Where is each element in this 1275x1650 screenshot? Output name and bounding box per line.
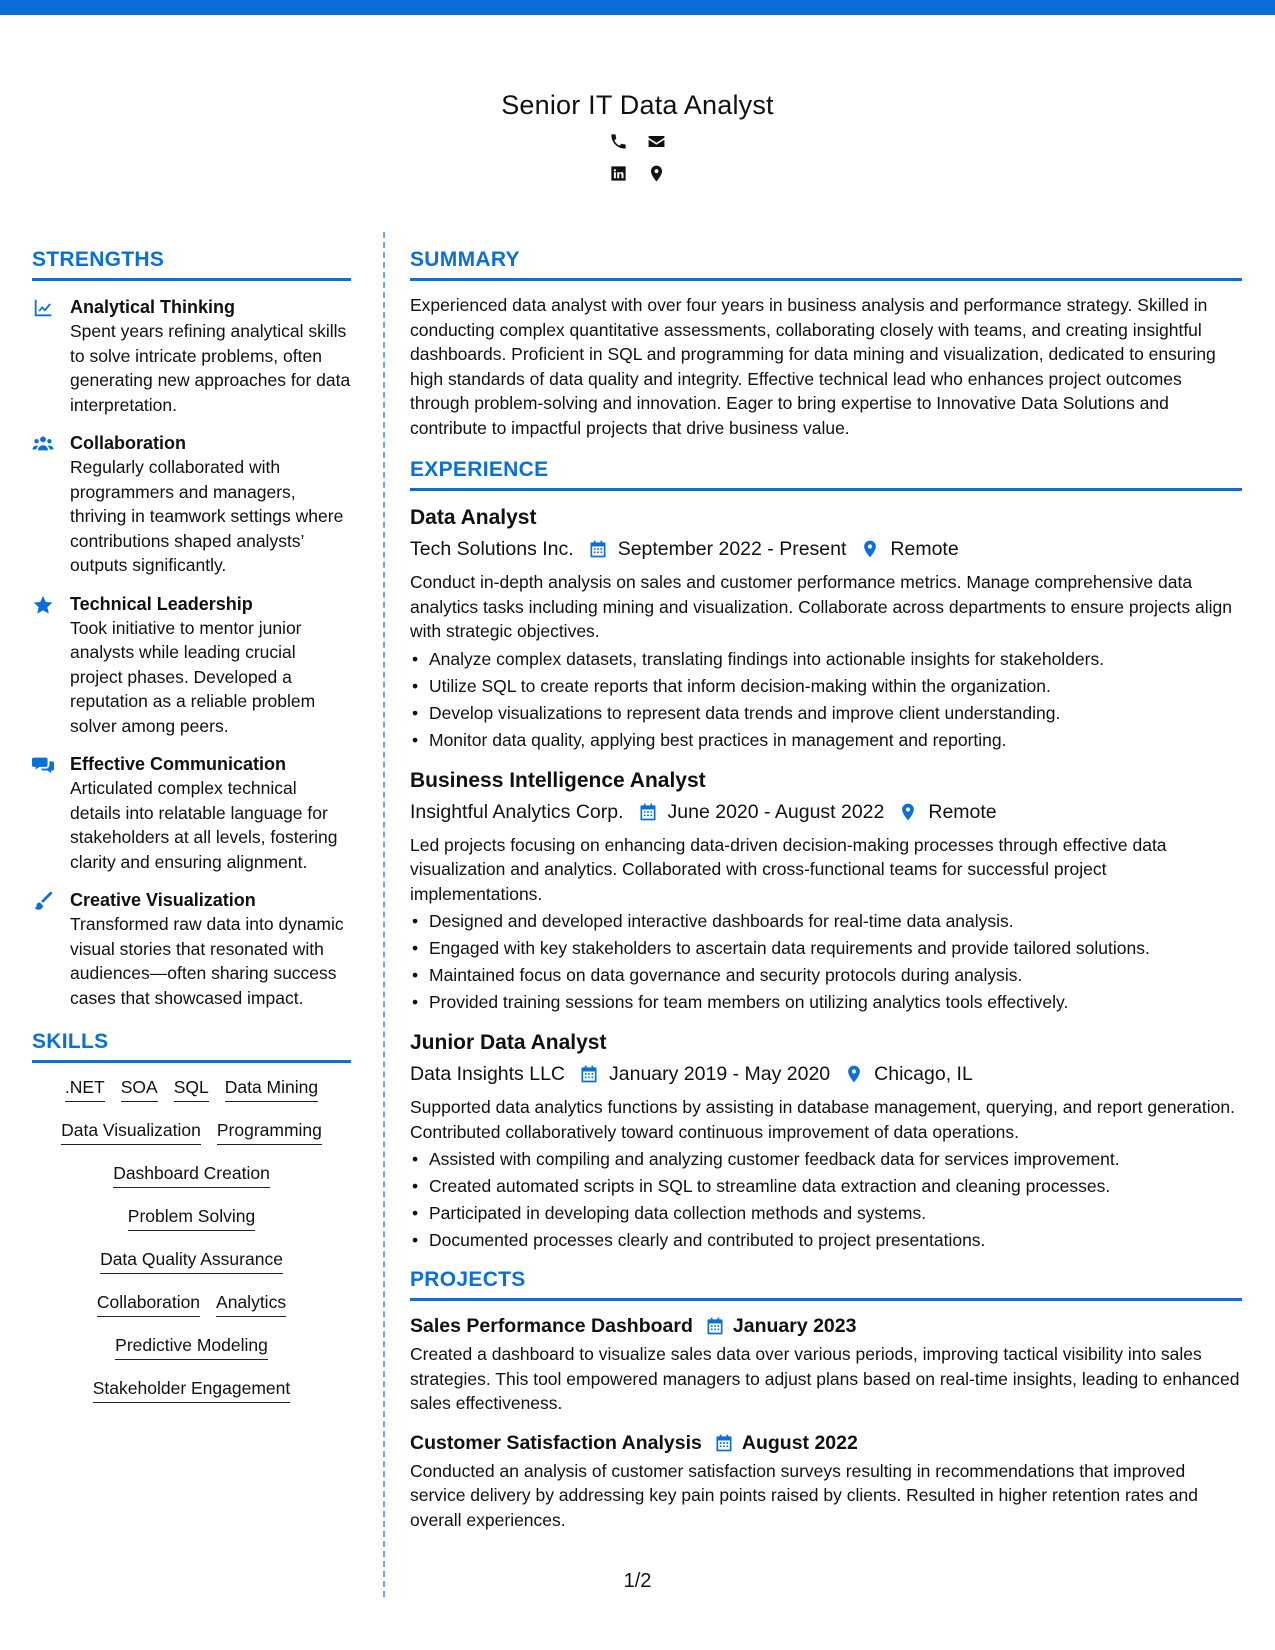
linkedin-icon[interactable]	[609, 163, 629, 183]
list-item: • Develop visualizations to represent data trends and improve client understanding.	[410, 700, 1242, 727]
calendar-icon	[588, 539, 608, 559]
skill-row	[32, 1163, 351, 1188]
column-divider	[383, 232, 385, 1597]
strength-desc: Articulated complex technical details into relatable language for stakeholders at all levels, fostering clarity and ensuring alignment.	[70, 778, 338, 872]
skill-tag: Dashboard Creation	[113, 1163, 270, 1188]
list-item: • Provided training sessions for team members on utilizing analytics tools effectively.	[410, 989, 1242, 1016]
skill-tag: Data Mining	[225, 1077, 318, 1102]
skill-row	[32, 1335, 351, 1360]
strength-item	[32, 592, 352, 739]
chat-bubbles-icon	[32, 752, 70, 874]
map-pin-icon	[898, 802, 918, 822]
experience-heading: EXPERIENCE	[410, 458, 1242, 491]
job-description: Supported data analytics functions by assisting in database management, querying, and report generation. Contributed collaboratively toward continuous improvement of data operations.	[410, 1097, 1235, 1142]
summary-heading: SUMMARY	[410, 248, 1242, 281]
skill-tag: Analytics	[216, 1292, 286, 1317]
skills-list	[32, 1077, 351, 1403]
skill-tag: .NET	[65, 1077, 105, 1102]
job-company: Insightful Analytics Corp.	[410, 800, 624, 823]
project-description: Conducted an analysis of customer satisfaction surveys resulting in recommendations that improved service delivery by addressing key pain points raised by clients. Resulted in higher retention rates and overall experiences.	[410, 1460, 1198, 1530]
job-meta	[410, 799, 1242, 825]
skill-tag: Stakeholder Engagement	[93, 1378, 291, 1403]
strength-title: Effective Communication	[70, 754, 287, 774]
map-pin-icon	[860, 539, 880, 559]
project-title: Sales Performance Dashboard	[410, 1315, 693, 1337]
skill-tag: SOA	[121, 1077, 158, 1102]
project-entry	[410, 1430, 1242, 1533]
job-company: Tech Solutions Inc.	[410, 538, 574, 560]
strength-desc: Spent years refining analytical skills to solve intricate problems, often generating new approaches for data interpretation.	[70, 321, 351, 415]
job-location: Remote	[928, 800, 997, 823]
strength-item	[32, 431, 352, 578]
strength-item	[32, 295, 352, 417]
list-item: • Engaged with key stakeholders to ascertain data requirements and provide tailored solutions.	[410, 935, 1242, 962]
top-accent-bar	[0, 0, 1275, 15]
project-title: Customer Satisfaction Analysis	[410, 1431, 702, 1454]
skill-row	[32, 1292, 351, 1317]
strength-title: Collaboration	[70, 433, 186, 453]
calendar-icon	[579, 1064, 599, 1084]
calendar-icon	[714, 1433, 734, 1453]
job-dates: January 2019 - May 2020	[609, 1063, 831, 1085]
skill-tag: Collaboration	[97, 1292, 200, 1317]
page-number: 1/2	[623, 1570, 652, 1592]
job-bullets	[410, 646, 1242, 754]
page-title: Senior IT Data Analyst	[501, 90, 774, 120]
list-item: • Maintained focus on data governance and security protocols during analysis.	[410, 962, 1242, 989]
strength-title: Technical Leadership	[70, 593, 253, 614]
calendar-icon	[638, 802, 658, 822]
strength-item	[32, 888, 352, 1010]
job-dates: June 2020 - August 2022	[667, 800, 885, 823]
list-item: • Monitor data quality, applying best practices in management and reporting.	[410, 727, 1242, 754]
job-location: Remote	[890, 538, 959, 560]
envelope-icon[interactable]	[647, 131, 667, 151]
list-item: • Designed and developed interactive dashboards for real-time data analysis.	[410, 908, 1242, 935]
contact-row-1	[0, 131, 1275, 153]
job-entry	[410, 505, 1242, 754]
skill-tag: Data Quality Assurance	[100, 1249, 283, 1274]
job-location: Chicago, IL	[874, 1063, 973, 1085]
project-date: August 2022	[741, 1431, 858, 1454]
map-pin-icon	[844, 1064, 864, 1084]
list-item: • Assisted with compiling and analyzing customer feedback data for services improvement.	[410, 1146, 1242, 1173]
skill-tag: Predictive Modeling	[115, 1335, 268, 1360]
projects-heading: PROJECTS	[410, 1268, 1242, 1301]
job-description: Led projects focusing on enhancing data-driven decision-making processes through effective data visualization and analytics. Collaborated with cross-functional teams for successful project implementations.	[410, 834, 1167, 904]
paintbrush-icon	[32, 888, 70, 1010]
project-header	[410, 1313, 1242, 1339]
left-column	[32, 248, 352, 1421]
skill-tag: SQL	[174, 1077, 209, 1102]
resume-header	[0, 90, 1275, 185]
list-item: • Analyze complex datasets, translating findings into actionable insights for stakeholders.	[410, 646, 1242, 673]
users-group-icon	[32, 431, 70, 578]
project-entry	[410, 1313, 1242, 1416]
skill-row	[32, 1249, 351, 1274]
strength-desc: Transformed raw data into dynamic visual stories that resonated with audiences—often sharing success cases that showcased impact.	[70, 914, 344, 1008]
star-icon	[32, 592, 70, 739]
list-item: • Participated in developing data collection methods and systems.	[410, 1200, 1242, 1227]
strength-title: Analytical Thinking	[70, 297, 236, 317]
skill-row	[32, 1120, 351, 1145]
job-title: Business Intelligence Analyst	[410, 768, 706, 792]
strength-title: Creative Visualization	[70, 890, 256, 910]
skills-heading: SKILLS	[32, 1030, 351, 1063]
job-title: Junior Data Analyst	[410, 1031, 607, 1054]
project-description: Created a dashboard to visualize sales data over various periods, improving tactical visibility into sales strategies. This tool empowered managers to adjust plans based on real-time insights, leading to enhanced sales effectiveness.	[410, 1344, 1240, 1413]
phone-icon[interactable]	[609, 131, 629, 151]
right-column	[410, 248, 1242, 1532]
strength-desc: Regularly collaborated with programmers and managers, thriving in teamwork settings where contributions shaped analysts’ outputs significantly.	[70, 457, 344, 575]
skill-tag: Data Visualization	[61, 1120, 201, 1145]
job-bullets	[410, 908, 1242, 1016]
job-title: Data Analyst	[410, 506, 537, 529]
skill-row	[32, 1378, 351, 1403]
trend-chart-icon	[32, 295, 70, 417]
skill-tag: Problem Solving	[128, 1206, 255, 1231]
skill-tag: Programming	[217, 1120, 322, 1145]
strength-item	[32, 752, 352, 874]
job-entry	[410, 768, 1242, 1017]
job-meta	[410, 1061, 1242, 1087]
job-meta	[410, 536, 1242, 562]
list-item: • Utilize SQL to create reports that inform decision-making within the organization.	[410, 673, 1242, 700]
project-date: January 2023	[732, 1315, 857, 1337]
skill-row	[32, 1077, 351, 1102]
job-entry	[410, 1030, 1242, 1254]
skill-row	[32, 1206, 351, 1231]
summary-text: Experienced data analyst with over four years in business analysis and performance strategy. Skilled in conducting complex quantitative assessments, collaborating closely with teams, and creating insightful dashboards. Proficient in SQL and programming for data mining and visualization, dedicated to ensuring high standards of data quality and integrity. Effective technical lead who enhances project outcomes through problem-solving and innovation. Eager to bring expertise to Innovative Data Solutions and contribute to impactful projects that drive business value.	[410, 295, 1216, 438]
job-dates: September 2022 - Present	[617, 538, 847, 560]
project-header	[410, 1430, 1242, 1456]
list-item: • Documented processes clearly and contributed to project presentations.	[410, 1227, 1242, 1254]
job-company: Data Insights LLC	[410, 1063, 566, 1085]
strengths-heading: STRENGTHS	[32, 248, 351, 281]
list-item: • Created automated scripts in SQL to streamline data extraction and cleaning processes.	[410, 1173, 1242, 1200]
strength-desc: Took initiative to mentor junior analysts while leading crucial project phases. Developed a reputation as a reliable problem solver among peers.	[70, 617, 316, 736]
map-pin-icon[interactable]	[647, 163, 667, 183]
job-bullets	[410, 1146, 1242, 1254]
contact-row-2	[0, 163, 1275, 185]
job-description: Conduct in-depth analysis on sales and customer performance metrics. Manage comprehensive data analytics tasks including mining and visualization. Collaborate across departments to ensure projects align with strategic objectives.	[410, 572, 1232, 641]
calendar-icon	[705, 1316, 725, 1336]
